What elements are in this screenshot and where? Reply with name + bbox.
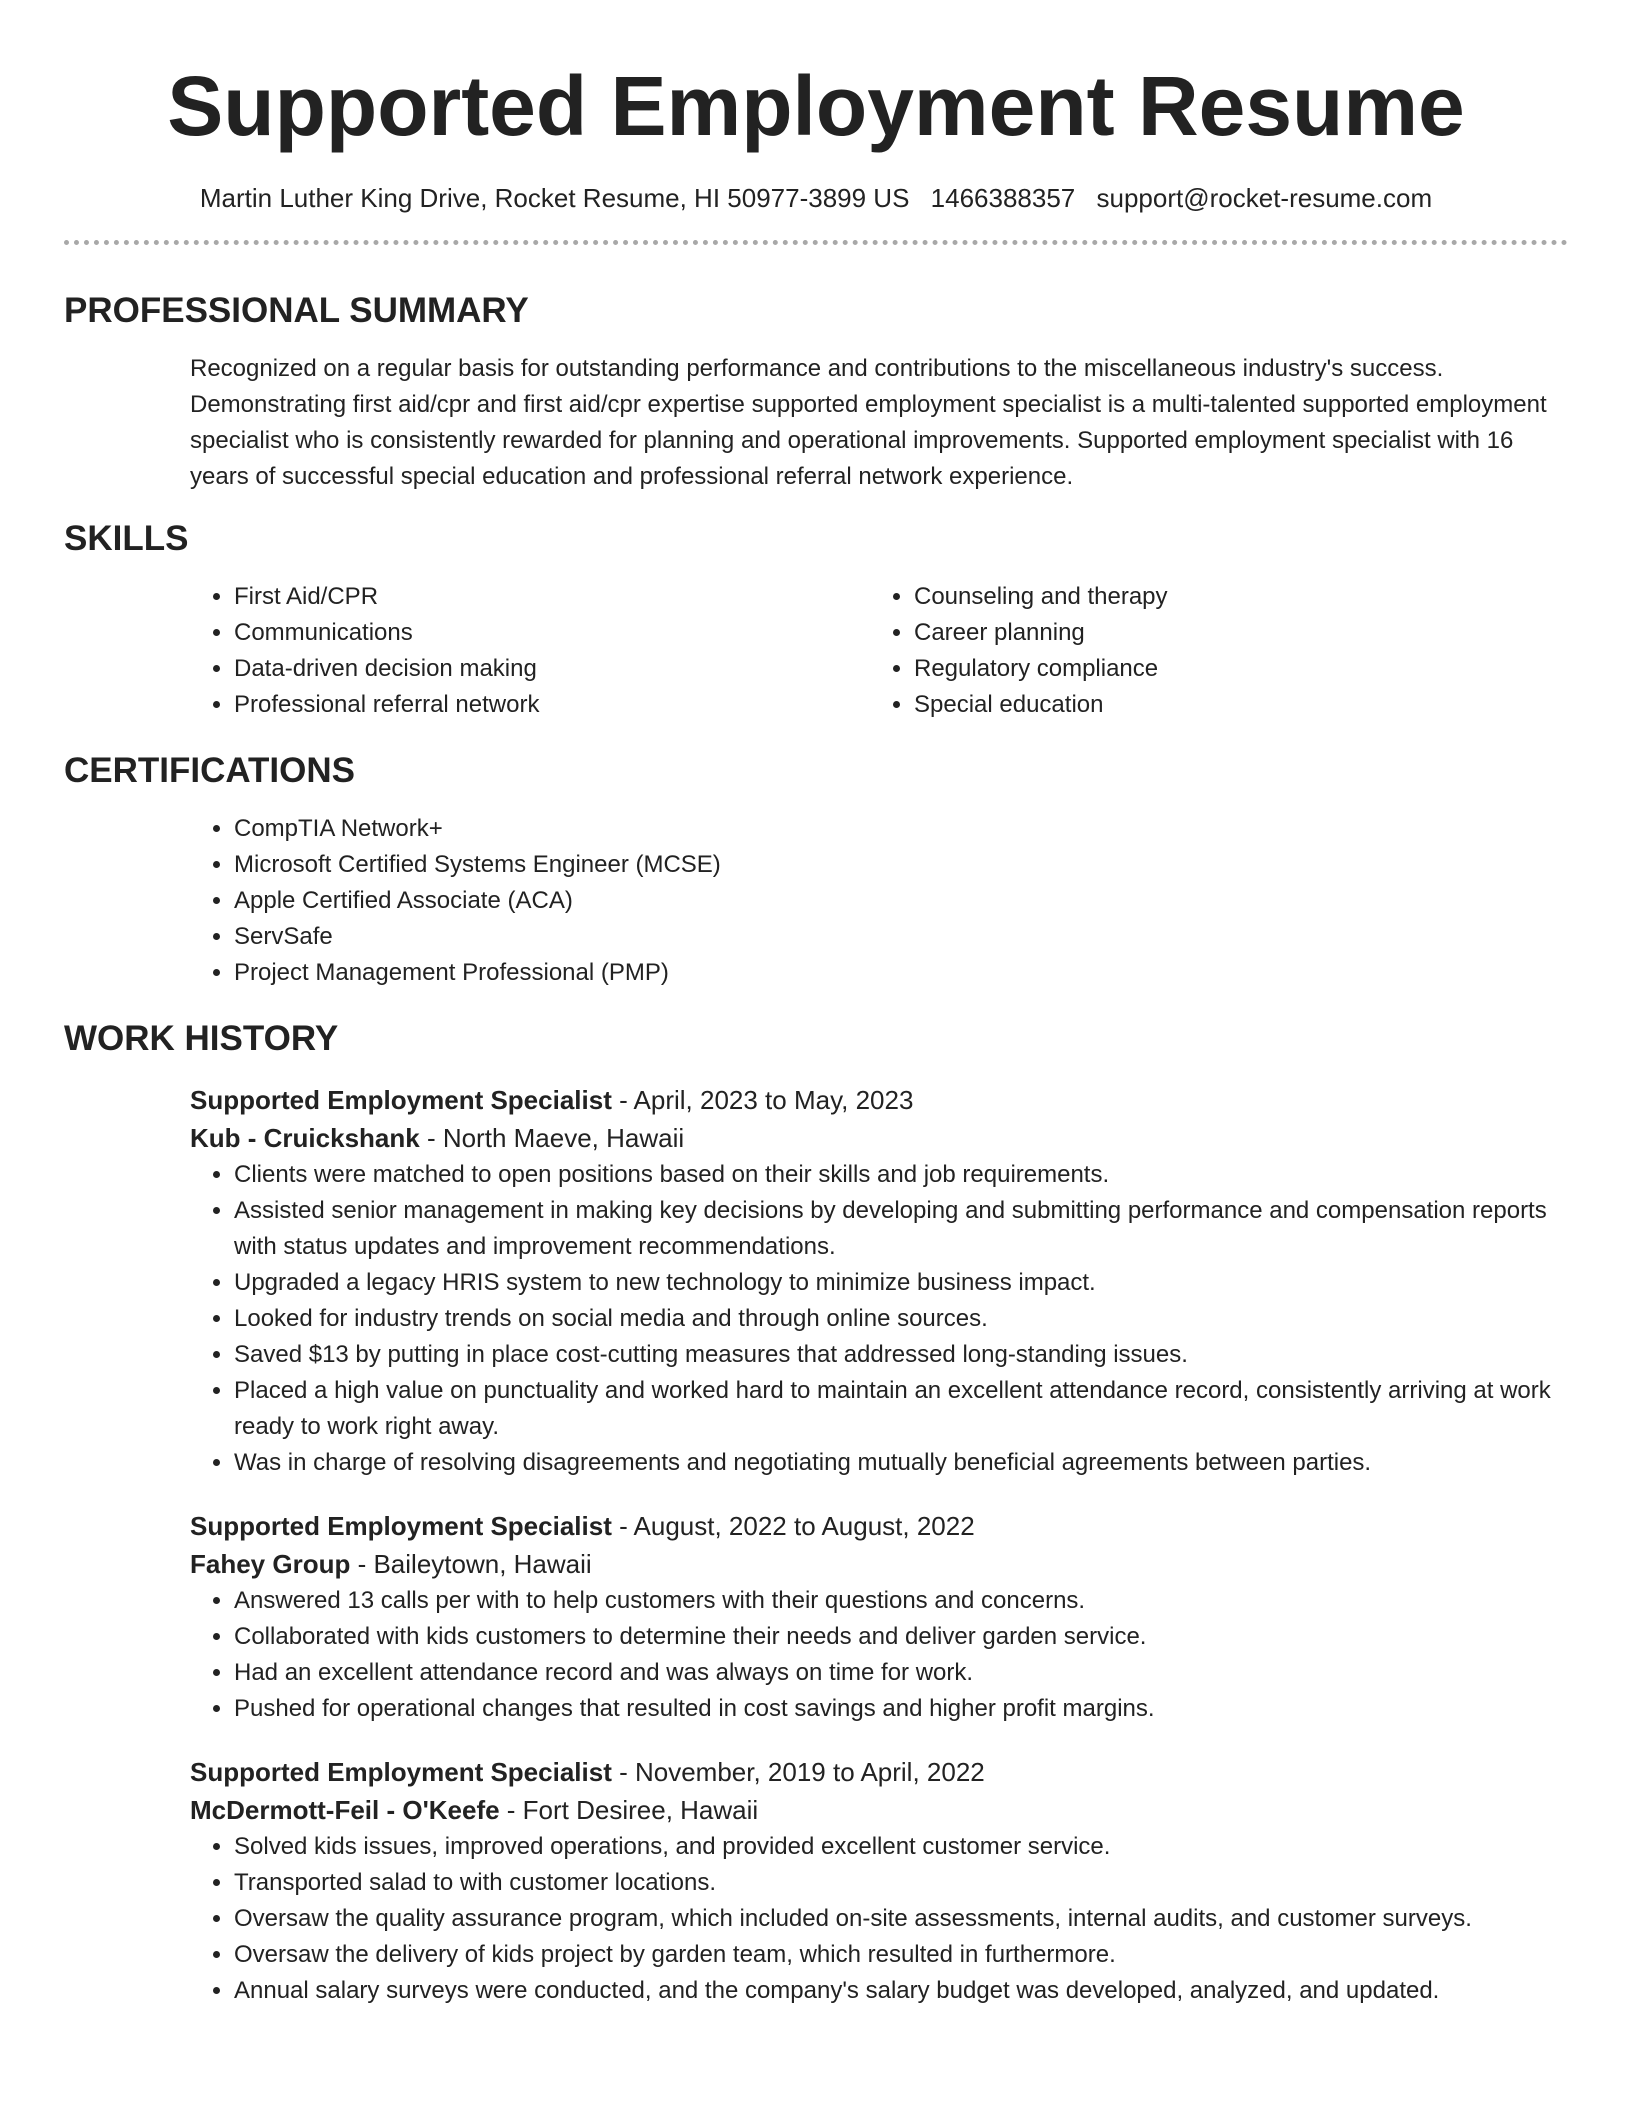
certifications-body bbox=[190, 811, 1568, 991]
job-bullet: • Annual salary surveys were conducted, and the company's salary budget was developed, analyzed, and updated. bbox=[234, 1973, 1568, 2009]
certification-item: • Microsoft Certified Systems Engineer (MCSE) bbox=[234, 847, 1568, 883]
job-bullet: • Saved $13 by putting in place cost-cutting measures that addressed long-standing issues. bbox=[234, 1337, 1568, 1373]
job-bullets bbox=[190, 1157, 1568, 1481]
job-title-line bbox=[190, 1507, 1568, 1545]
header-divider bbox=[64, 240, 1568, 245]
job-bullet: • Placed a high value on punctuality and worked hard to maintain an excellent attendance record, consistently arriving at work ready to work right away. bbox=[234, 1373, 1568, 1445]
job-bullet: • Upgraded a legacy HRIS system to new technology to minimize business impact. bbox=[234, 1265, 1568, 1301]
job-bullet: • Answered 13 calls per with to help customers with their questions and concerns. bbox=[234, 1583, 1568, 1619]
contact-email: support@rocket-resume.com bbox=[1096, 183, 1433, 213]
skills-heading: SKILLS bbox=[64, 519, 189, 558]
job-title: Supported Employment Specialist bbox=[190, 1511, 612, 1541]
job-title: Supported Employment Specialist bbox=[190, 1085, 612, 1115]
job-entry bbox=[190, 1081, 1568, 1481]
contact-line bbox=[64, 182, 1568, 214]
job-bullets bbox=[190, 1583, 1568, 1727]
skill-item: • Regulatory compliance bbox=[914, 651, 1568, 687]
job-bullet: • Oversaw the delivery of kids project by garden team, which resulted in furthermore. bbox=[234, 1937, 1568, 1973]
job-bullet: • Oversaw the quality assurance program, which included on-site assessments, internal audits, and customer surveys. bbox=[234, 1901, 1568, 1937]
job-title-line bbox=[190, 1753, 1568, 1791]
job-location: - Baileytown, Hawaii bbox=[350, 1549, 592, 1579]
skill-item: • First Aid/CPR bbox=[234, 579, 870, 615]
skills-list-left bbox=[190, 579, 870, 723]
job-bullets bbox=[190, 1829, 1568, 2009]
job-title-line bbox=[190, 1081, 1568, 1119]
certification-item: • ServSafe bbox=[234, 919, 1568, 955]
job-company: Kub - Cruickshank bbox=[190, 1123, 420, 1153]
job-bullet: • Had an excellent attendance record and was always on time for work. bbox=[234, 1655, 1568, 1691]
job-title: Supported Employment Specialist bbox=[190, 1757, 612, 1787]
job-bullet: • Solved kids issues, improved operations, and provided excellent customer service. bbox=[234, 1829, 1568, 1865]
skills-list-right bbox=[870, 579, 1568, 723]
certification-item: • Project Management Professional (PMP) bbox=[234, 955, 1568, 991]
job-bullet: • Pushed for operational changes that resulted in cost savings and higher profit margins. bbox=[234, 1691, 1568, 1727]
job-location: - North Maeve, Hawaii bbox=[419, 1123, 685, 1153]
skill-item: • Data-driven decision making bbox=[234, 651, 870, 687]
job-bullet: • Clients were matched to open positions based on their skills and job requirements. bbox=[234, 1157, 1568, 1193]
job-location: - Fort Desiree, Hawaii bbox=[499, 1795, 759, 1825]
summary-heading: PROFESSIONAL SUMMARY bbox=[64, 291, 529, 330]
job-dates: - November, 2019 to April, 2022 bbox=[611, 1757, 985, 1787]
job-entry bbox=[190, 1507, 1568, 1727]
certifications-list bbox=[190, 811, 1568, 991]
resume-title: Supported Employment Resume bbox=[167, 59, 1465, 153]
job-bullet: • Assisted senior management in making key decisions by developing and submitting performance and compensation reports with status updates and improvement recommendations. bbox=[234, 1193, 1568, 1265]
summary-text: Recognized on a regular basis for outstanding performance and contributions to the miscellaneous industry's success. Demonstrating first aid/cpr and first aid/cpr expertise supported employment specialist is a multi-talented supported employment specialist who is consistently rewarded for planning and operational improvements. Supported employment specialist with 16 years of successful special education and professional referral network experience. bbox=[190, 355, 1547, 490]
job-bullet: • Was in charge of resolving disagreements and negotiating mutually beneficial agreements between parties. bbox=[234, 1445, 1568, 1481]
certification-item: • CompTIA Network+ bbox=[234, 811, 1568, 847]
job-dates: - April, 2023 to May, 2023 bbox=[611, 1085, 914, 1115]
job-dates: - August, 2022 to August, 2022 bbox=[611, 1511, 975, 1541]
skill-item: • Communications bbox=[234, 615, 870, 651]
contact-address: Martin Luther King Drive, Rocket Resume, HI 50977-3899 US bbox=[199, 183, 910, 213]
job-bullet: • Looked for industry trends on social media and through online sources. bbox=[234, 1301, 1568, 1337]
skill-item: • Career planning bbox=[914, 615, 1568, 651]
skills-grid bbox=[190, 579, 1568, 723]
skill-item: • Special education bbox=[914, 687, 1568, 723]
skill-item: • Counseling and therapy bbox=[914, 579, 1568, 615]
skill-item: • Professional referral network bbox=[234, 687, 870, 723]
job-company-line bbox=[190, 1119, 1568, 1157]
work-history-heading: WORK HISTORY bbox=[64, 1019, 339, 1058]
job-company-line bbox=[190, 1791, 1568, 1829]
job-bullet: • Collaborated with kids customers to determine their needs and deliver garden service. bbox=[234, 1619, 1568, 1655]
job-company: McDermott-Feil - O'Keefe bbox=[190, 1795, 500, 1825]
certifications-heading: CERTIFICATIONS bbox=[64, 751, 356, 790]
job-company: Fahey Group bbox=[190, 1549, 351, 1579]
certification-item: • Apple Certified Associate (ACA) bbox=[234, 883, 1568, 919]
job-bullet: • Transported salad to with customer locations. bbox=[234, 1865, 1568, 1901]
job-entry bbox=[190, 1753, 1568, 2009]
job-company-line bbox=[190, 1545, 1568, 1583]
contact-phone: 1466388357 bbox=[930, 183, 1076, 213]
